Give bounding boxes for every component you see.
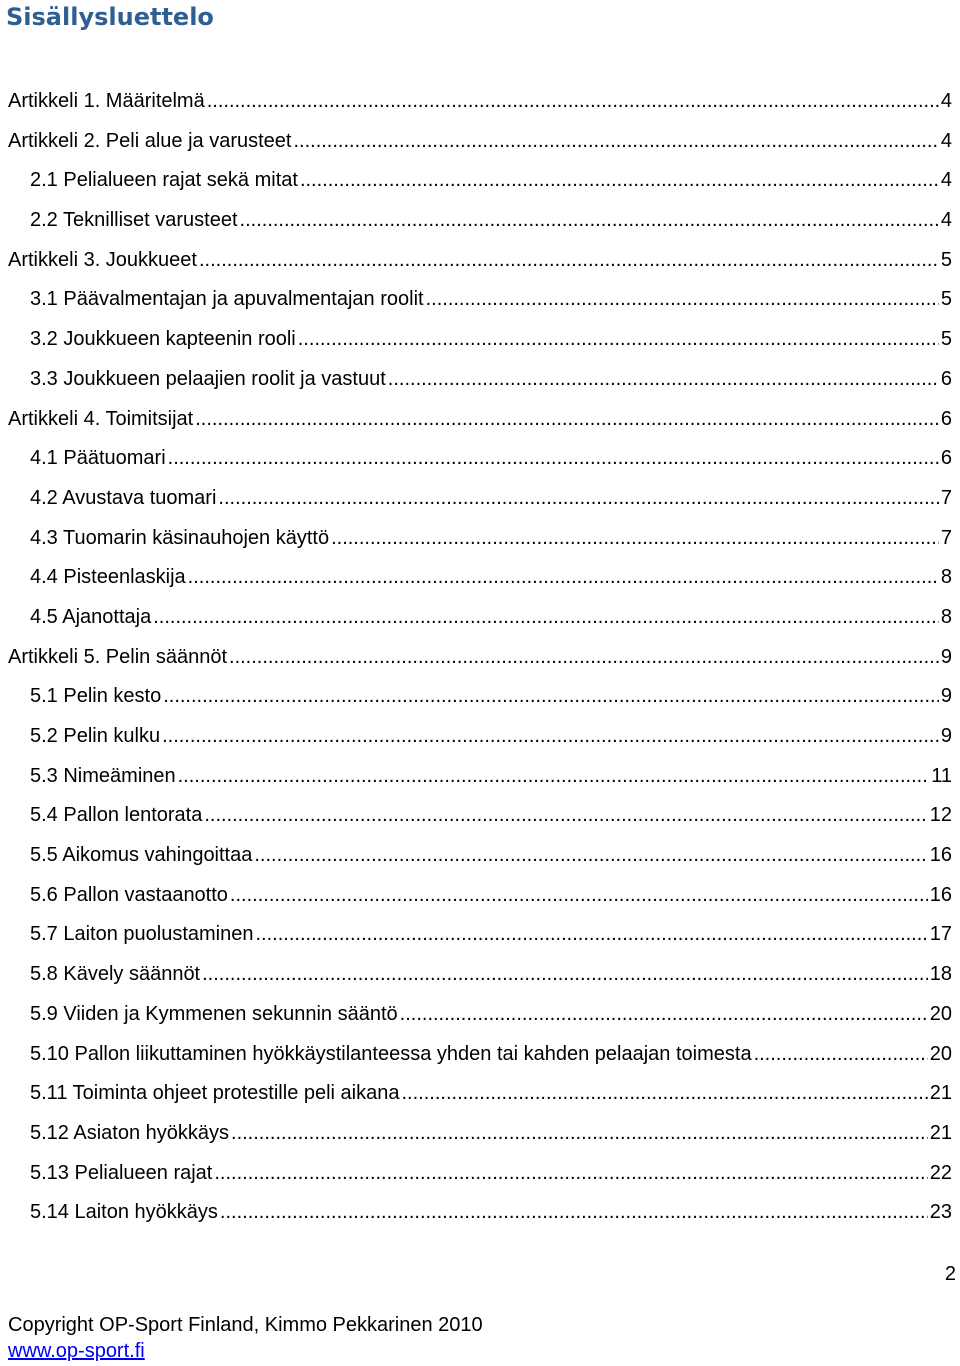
toc-entry-label: 5.11 Toiminta ohjeet protestille peli aikana [30, 1082, 400, 1105]
toc-entry-page: 4 [940, 129, 952, 152]
toc-entry-page: 6 [940, 367, 952, 390]
toc-entry[interactable] [0, 400, 960, 440]
toc-entry[interactable] [0, 82, 960, 122]
toc-dot-leader [188, 558, 939, 598]
toc-dot-leader [214, 1154, 927, 1194]
toc-entry-page: 7 [940, 526, 952, 549]
page-number: 2 [944, 1263, 956, 1285]
toc-dot-leader [402, 1074, 928, 1114]
toc-dot-leader [199, 241, 939, 281]
toc-entry-page: 5 [940, 328, 952, 351]
toc-dot-leader [178, 757, 930, 797]
toc-dot-leader [298, 320, 939, 360]
toc-dot-leader [426, 280, 939, 320]
toc-list [0, 82, 960, 1233]
toc-entry[interactable] [0, 280, 960, 320]
toc-dot-leader [300, 161, 939, 201]
toc-entry-label: 5.4 Pallon lentorata [30, 804, 203, 827]
toc-entry[interactable] [0, 1114, 960, 1154]
toc-entry[interactable] [0, 876, 960, 916]
toc-entry-label: 5.1 Pelin kesto [30, 685, 162, 708]
toc-entry[interactable] [0, 1193, 960, 1233]
toc-entry-label: 5.14 Laiton hyökkäys [30, 1201, 218, 1224]
toc-dot-leader [256, 915, 928, 955]
toc-entry[interactable] [0, 598, 960, 638]
toc-entry-label: 3.2 Joukkueen kapteenin rooli [30, 328, 296, 351]
footer-website-link[interactable]: www.op-sport.fi [8, 1340, 145, 1362]
toc-entry-label: 5.10 Pallon liikuttaminen hyökkäystilanteessa yhden tai kahden pelaajan toimesta [30, 1042, 752, 1065]
toc-entry-label: 3.3 Joukkueen pelaajien roolit ja vastuut [30, 367, 386, 390]
toc-dot-leader [331, 519, 939, 559]
toc-entry[interactable] [0, 1154, 960, 1194]
toc-entry-label: 5.12 Asiaton hyökkäys [30, 1121, 230, 1144]
toc-entry-page: 22 [929, 1161, 952, 1184]
toc-entry-label: 5.7 Laiton puolustaminen [30, 923, 254, 946]
toc-entry-page: 6 [940, 407, 952, 430]
toc-dot-leader [168, 439, 939, 479]
toc-entry-page: 17 [929, 923, 952, 946]
toc-entry-page: 5 [940, 248, 952, 271]
toc-entry-page: 18 [929, 963, 952, 986]
toc-dot-leader [231, 1114, 928, 1154]
toc-dot-leader [229, 638, 939, 678]
toc-entry-label: 2.1 Pelialueen rajat sekä mitat [30, 169, 298, 192]
toc-dot-leader [202, 955, 928, 995]
toc-dot-leader [195, 400, 939, 440]
toc-entry-label: 4.1 Päätuomari [30, 447, 166, 470]
toc-entry-label: Artikkeli 4. Toimitsijat [8, 407, 194, 430]
toc-entry[interactable] [0, 519, 960, 559]
toc-entry-page: 21 [929, 1082, 952, 1105]
toc-entry-label: 5.5 Aikomus vahingoittaa [30, 844, 253, 867]
toc-entry-page: 8 [940, 605, 952, 628]
toc-entry-label: 5.9 Viiden ja Kymmenen sekunnin sääntö [30, 1002, 398, 1025]
toc-entry[interactable] [0, 955, 960, 995]
toc-entry-page: 6 [940, 447, 952, 470]
toc-entry-page: 4 [940, 169, 952, 192]
toc-dot-leader [254, 836, 927, 876]
toc-entry-page: 21 [929, 1121, 952, 1144]
toc-dot-leader [400, 995, 928, 1035]
toc-entry-page: 12 [929, 804, 952, 827]
toc-entry-label: 4.5 Ajanottaja [30, 605, 152, 628]
toc-entry-label: 4.2 Avustava tuomari [30, 486, 217, 509]
toc-dot-leader [153, 598, 939, 638]
toc-entry[interactable] [0, 796, 960, 836]
toc-entry[interactable] [0, 161, 960, 201]
toc-entry-label: 3.1 Päävalmentajan ja apuvalmentajan roolit [30, 288, 424, 311]
toc-dot-leader [204, 796, 927, 836]
toc-entry-label: 5.2 Pelin kulku [30, 725, 161, 747]
toc-entry[interactable] [0, 757, 960, 797]
toc-dot-leader [388, 360, 939, 400]
toc-dot-leader [163, 677, 939, 717]
toc-entry-label: 4.4 Pisteenlaskija [30, 566, 186, 589]
toc-entry-page: 16 [929, 883, 952, 906]
toc-entry[interactable] [0, 241, 960, 281]
toc-title: Sisällysluettelo [6, 3, 214, 31]
toc-dot-leader [754, 1035, 928, 1075]
toc-entry[interactable] [0, 201, 960, 241]
toc-entry[interactable] [0, 360, 960, 400]
toc-dot-leader [293, 122, 938, 162]
toc-entry-label: 5.13 Pelialueen rajat [30, 1161, 213, 1184]
toc-entry-label: Artikkeli 2. Peli alue ja varusteet [8, 129, 292, 152]
toc-dot-leader [162, 717, 939, 757]
toc-entry-label: 5.8 Kävely säännöt [30, 963, 201, 986]
toc-entry[interactable] [0, 479, 960, 519]
toc-entry[interactable] [0, 320, 960, 360]
toc-entry[interactable] [0, 638, 960, 678]
toc-entry[interactable] [0, 439, 960, 479]
toc-entry-page: 23 [929, 1201, 952, 1224]
toc-entry-label: 5.6 Pallon vastaanotto [30, 883, 228, 906]
toc-dot-leader [218, 479, 938, 519]
toc-entry[interactable] [0, 677, 960, 717]
toc-entry-page: 7 [940, 486, 952, 509]
toc-entry-page: 8 [940, 566, 952, 589]
toc-entry-page: 9 [940, 645, 952, 668]
toc-entry-page: 9 [940, 725, 952, 747]
toc-entry[interactable] [0, 915, 960, 955]
toc-dot-leader [207, 82, 939, 122]
toc-entry-label: 5.3 Nimeäminen [30, 764, 176, 787]
toc-entry-label: 4.3 Tuomarin käsinauhojen käyttö [30, 526, 330, 549]
toc-entry-page: 16 [929, 844, 952, 867]
toc-entry-page: 9 [940, 685, 952, 708]
toc-dot-leader [220, 1193, 928, 1233]
toc-entry-page: 5 [940, 288, 952, 311]
toc-entry-page: 11 [931, 764, 952, 787]
toc-entry-label: Artikkeli 1. Määritelmä [8, 90, 205, 112]
toc-entry[interactable] [0, 836, 960, 876]
toc-entry[interactable] [0, 1074, 960, 1114]
toc-entry-page: 20 [929, 1042, 952, 1065]
toc-entry-label: 2.2 Teknilliset varusteet [30, 209, 238, 232]
toc-entry-page: 4 [940, 90, 952, 112]
toc-entry[interactable] [0, 717, 960, 757]
toc-dot-leader [230, 876, 928, 916]
toc-entry[interactable] [0, 122, 960, 162]
toc-entry-page: 4 [940, 209, 952, 232]
toc-entry[interactable] [0, 1035, 960, 1075]
toc-entry[interactable] [0, 558, 960, 598]
toc-entry-label: Artikkeli 3. Joukkueet [8, 248, 197, 271]
toc-entry-page: 20 [929, 1002, 952, 1025]
footer-copyright: Copyright OP-Sport Finland, Kimmo Pekkarinen 2010 [8, 1314, 483, 1336]
toc-entry-label: Artikkeli 5. Pelin säännöt [8, 645, 228, 668]
toc-entry[interactable] [0, 995, 960, 1035]
toc-dot-leader [240, 201, 939, 241]
